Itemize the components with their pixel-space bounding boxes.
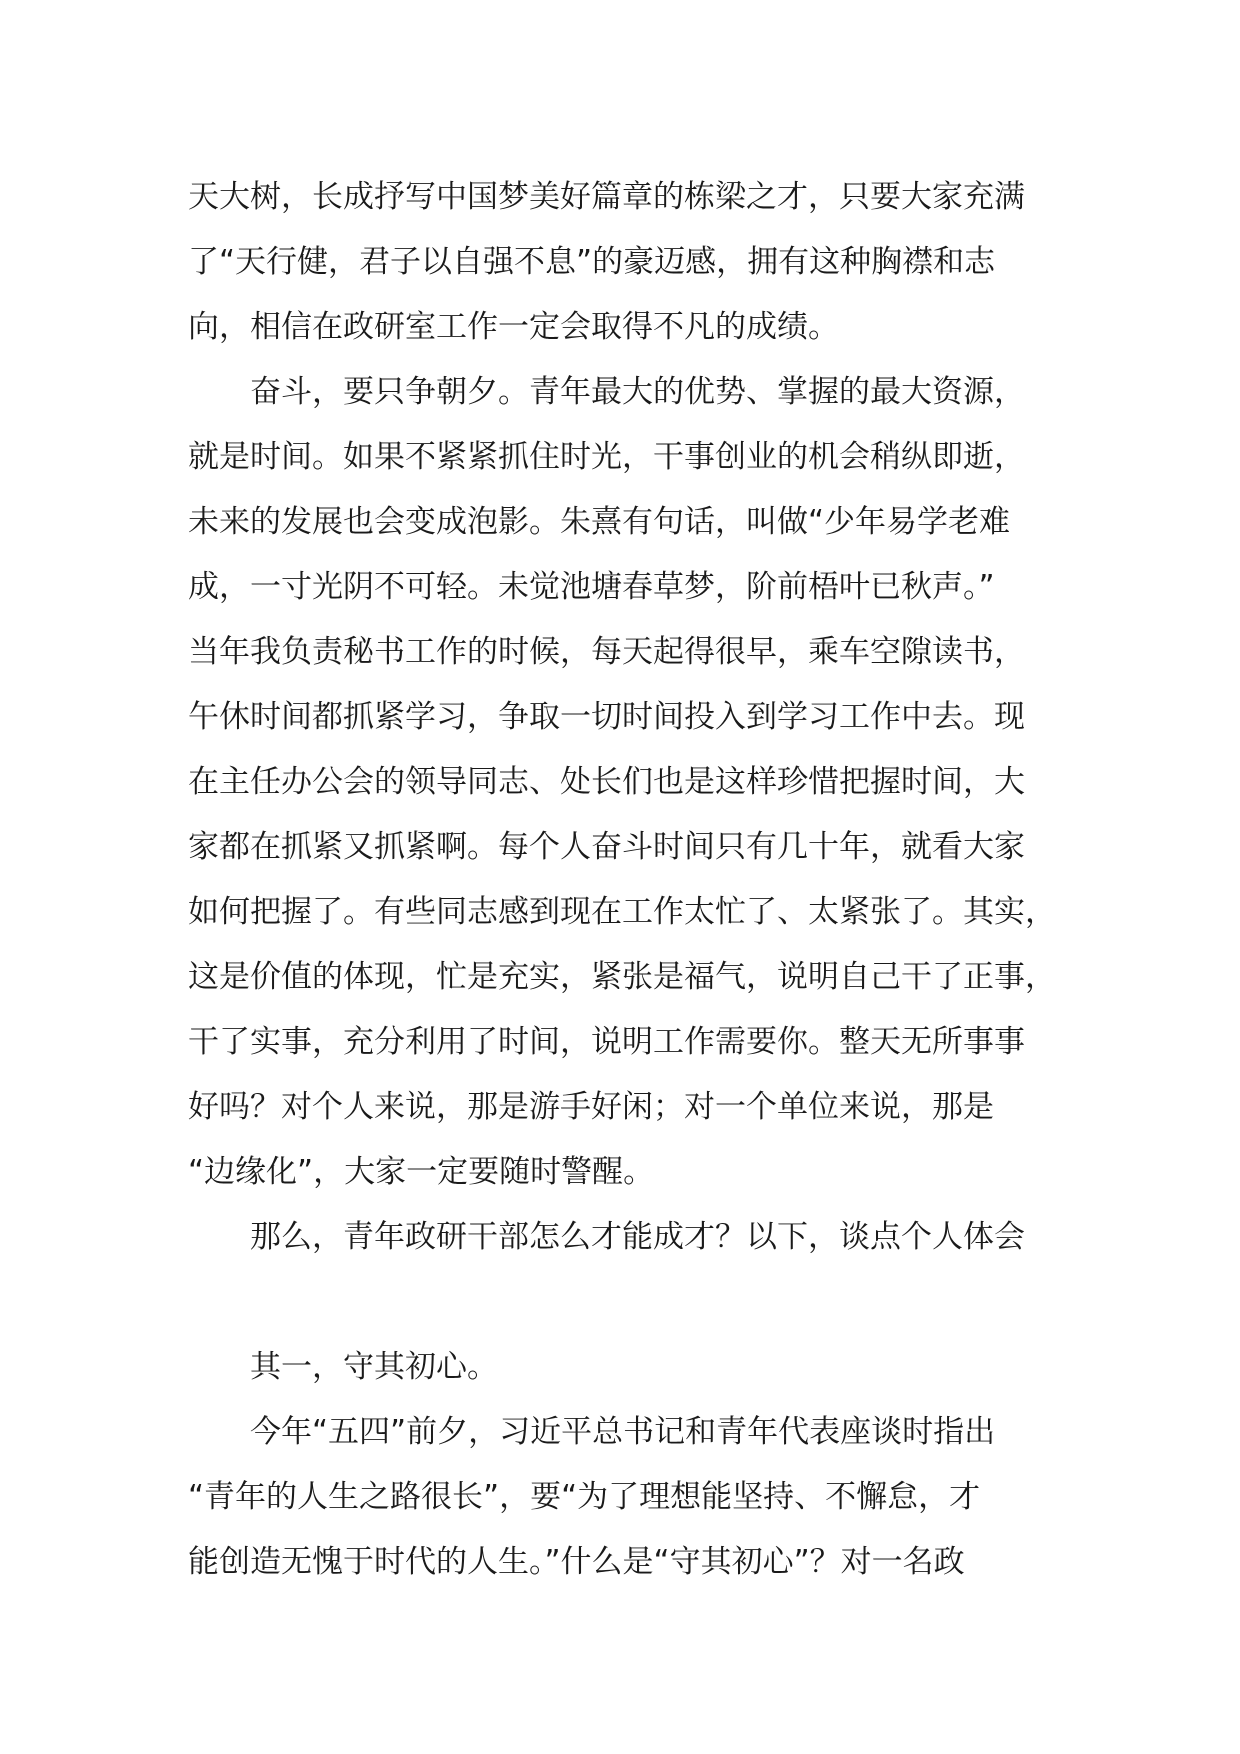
text-line: 干了实事，充分利用了时间，说明工作需要你。整天无所事事 (188, 1024, 1025, 1060)
text-line: 这是价值的体现，忙是充实，紧张是福气，说明自己干了正事， (188, 959, 1056, 995)
paragraph-first-line: 今年“五四”前夕，习近平总书记和青年代表座谈时指出 (250, 1414, 996, 1450)
text-line: 未来的发展也会变成泡影。朱熹有句话，叫做“少年易学老难 (188, 504, 1011, 540)
document-body (188, 165, 1068, 1595)
text-line: 成，一寸光阴不可轻。未觉池塘春草梦，阶前梧叶已秋声。” (188, 569, 995, 605)
text-line: 在主任办公会的领导同志、处长们也是这样珍惜把握时间，大 (188, 764, 1025, 800)
section-heading: 其一，守其初心。 (250, 1349, 498, 1385)
paragraph-gap (188, 1270, 1068, 1335)
text-line: 了“天行健，君子以自强不息”的豪迈感，拥有这种胸襟和志 (188, 244, 996, 280)
text-line: 午休时间都抓紧学习，争取一切时间投入到学习工作中去。现 (188, 699, 1025, 735)
text-line: 天大树，长成抒写中国梦美好篇章的栋梁之才，只要大家充满 (188, 179, 1025, 215)
text-line: 当年我负责秘书工作的时候，每天起得很早，乘车空隙读书， (188, 634, 1025, 670)
text-line: “青年的人生之路很长”，要“为了理想能坚持、不懈怠，才 (188, 1479, 981, 1515)
paragraph-first-line: 那么，青年政研干部怎么才能成才？以下，谈点个人体会 (250, 1219, 1025, 1255)
text-line: 就是时间。如果不紧紧抓住时光，干事创业的机会稍纵即逝， (188, 439, 1025, 475)
text-line: 如何把握了。有些同志感到现在工作太忙了、太紧张了。其实， (188, 894, 1056, 930)
text-line: 家都在抓紧又抓紧啊。每个人奋斗时间只有几十年，就看大家 (188, 829, 1025, 865)
text-line: 向，相信在政研室工作一定会取得不凡的成绩。 (188, 309, 839, 345)
paragraph-first-line: 奋斗，要只争朝夕。青年最大的优势、掌握的最大资源， (250, 374, 1025, 410)
text-line: “边缘化”，大家一定要随时警醒。 (188, 1154, 655, 1190)
text-line: 能创造无愧于时代的人生。”什么是“守其初心”？对一名政 (188, 1544, 965, 1580)
text-line: 好吗？对个人来说，那是游手好闲；对一个单位来说，那是 (188, 1089, 994, 1125)
